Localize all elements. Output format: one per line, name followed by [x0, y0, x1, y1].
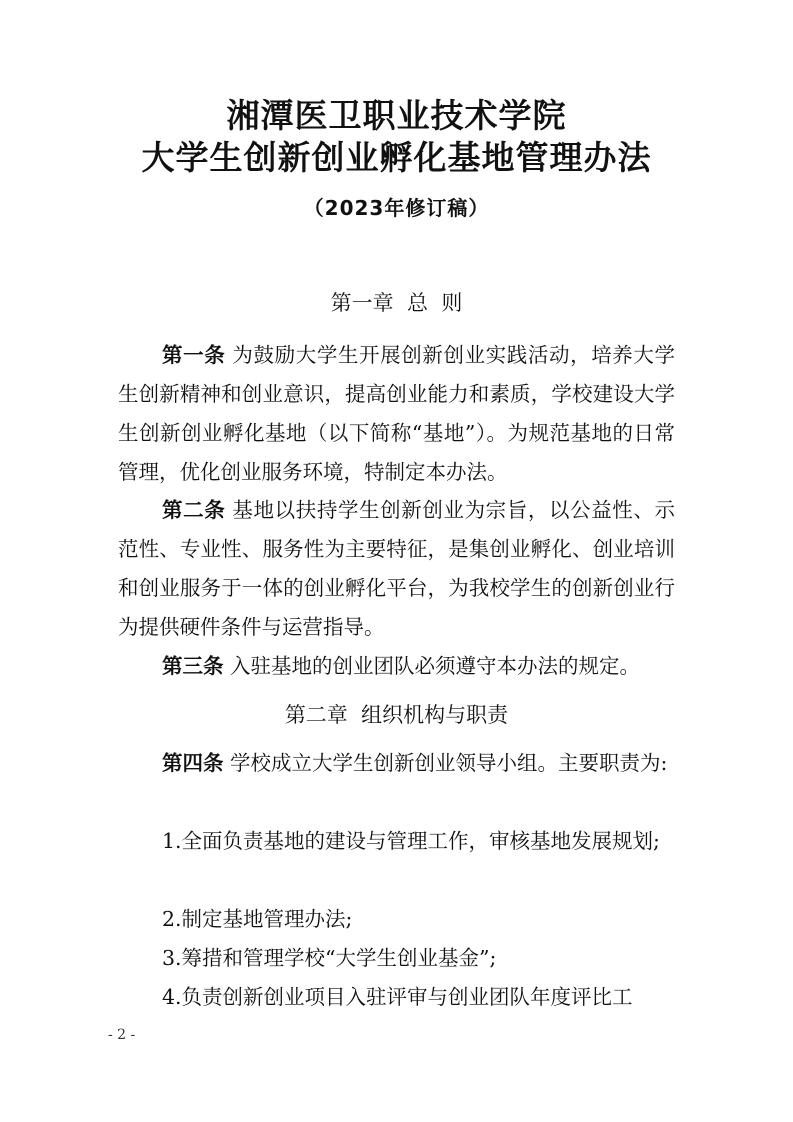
- article-2: [118, 491, 675, 647]
- list-item: 4.负责创新创业项目入驻评审与创业团队年度评比工: [162, 985, 633, 1009]
- list-item: 1.全面负责基地的建设与管理工作，审核基地发展规划;: [162, 829, 660, 853]
- list-item: 3.筹措和管理学校“大学生创业基金”;: [162, 946, 497, 970]
- article-4: [118, 744, 675, 783]
- article-text: 学校成立大学生创新创业领导小组。主要职责为:: [223, 751, 668, 775]
- document-title-line-2: 大学生创新创业孵化基地管理办法: [141, 138, 652, 177]
- chapter-heading-2: 第二章 组织机构与职责: [284, 703, 509, 727]
- article-label: 第四条: [162, 751, 224, 775]
- document-title-line-1: 湘潭医卫职业技术学院: [226, 96, 567, 135]
- article-1: [118, 336, 675, 492]
- chapter-heading-1: 第一章 总 则: [330, 291, 463, 315]
- article-text: 为鼓励大学生开展创新创业实践活动，培养大学生创新精神和创业意识，提高创业能力和素质，学校建设大学生创新创业孵化基地（以下简称“基地”）。为规范基地的日常管理，优化创业服务环境，特制定本办法。: [118, 343, 676, 484]
- article-label: 第一条: [162, 343, 226, 367]
- article-label: 第三条: [162, 654, 224, 678]
- article-3: [118, 647, 675, 686]
- article-text: 基地以扶持学生创新创业为宗旨，以公益性、示范性、专业性、服务性为主要特征，是集创业孵化、创业培训和创业服务于一体的创业孵化平台，为我校学生的创新创业行为提供硬件条件与运营指导。: [118, 498, 676, 639]
- document-subtitle: （2023年修订稿）: [303, 196, 490, 220]
- article-label: 第二条: [162, 498, 226, 522]
- article-text: 入驻基地的创业团队必须遵守本办法的规定。: [223, 654, 641, 678]
- page-number: - 2 -: [108, 1027, 136, 1043]
- list-item: 2.制定基地管理办法;: [162, 907, 353, 931]
